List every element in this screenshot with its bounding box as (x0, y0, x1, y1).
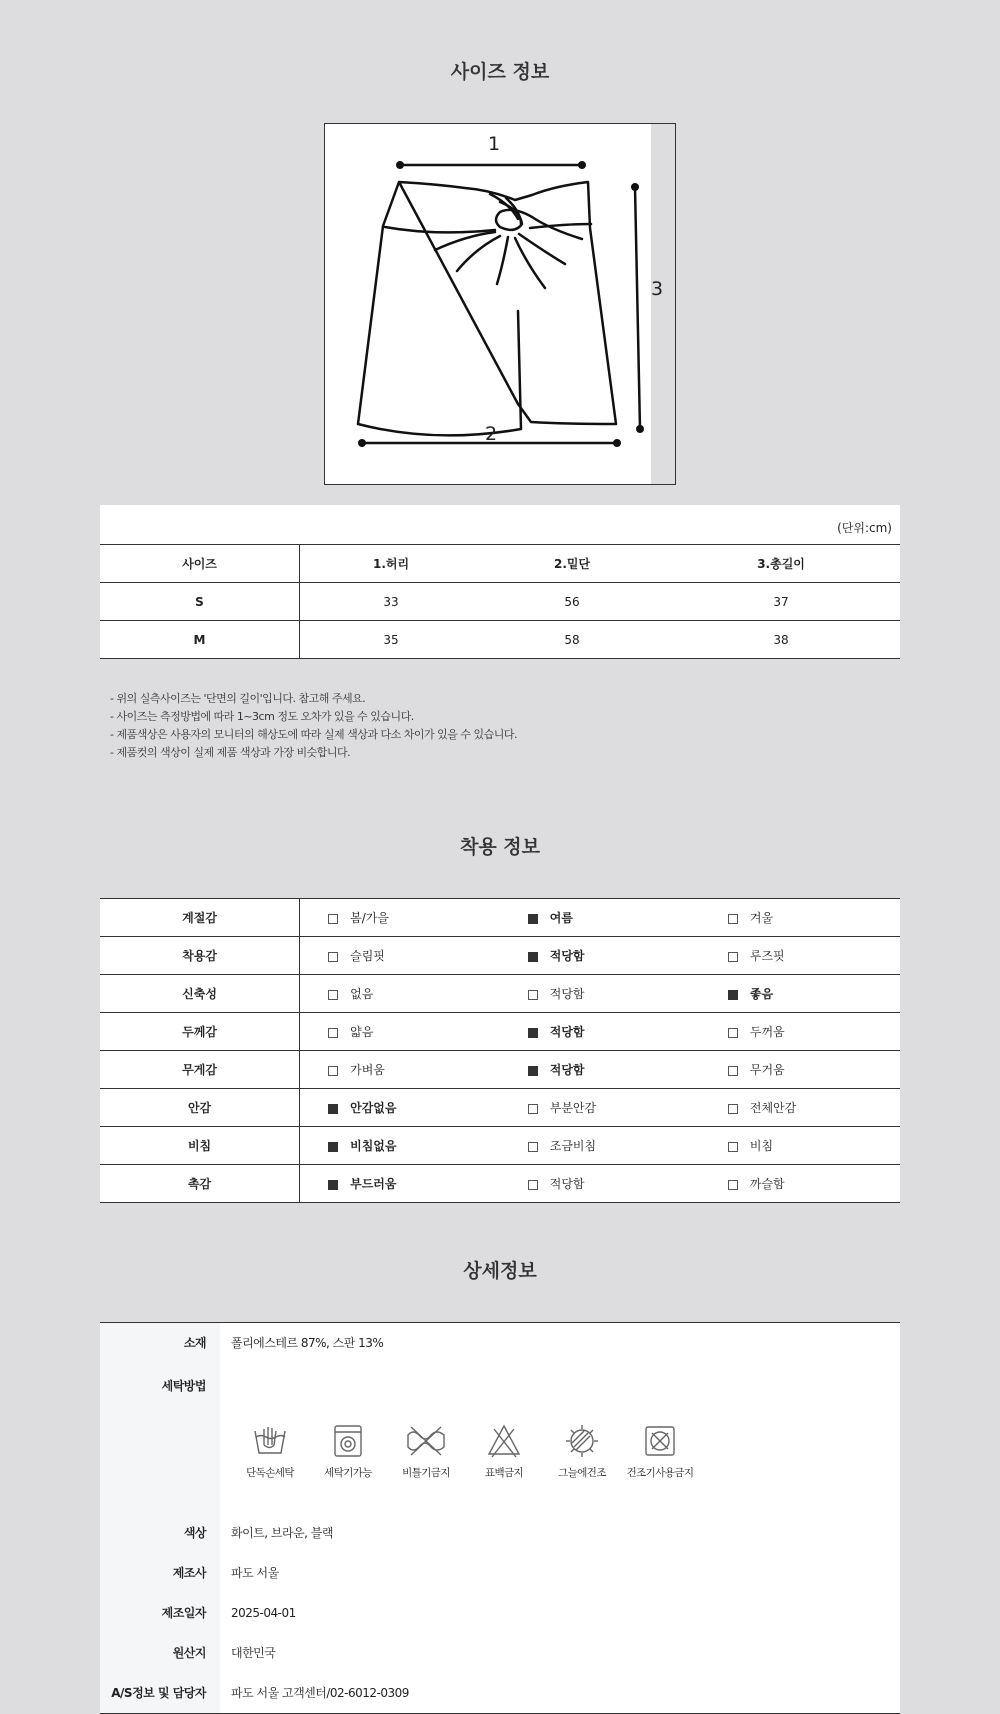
size-value-cell: 58 (482, 621, 662, 659)
wash-icons-cell (220, 1363, 900, 1513)
fit-option-label: 여름 (549, 911, 573, 925)
size-name-cell: S (100, 583, 300, 621)
fit-option (500, 1127, 700, 1165)
skirt-outline-drawing (325, 124, 676, 485)
checked-box-icon (328, 1142, 338, 1152)
wash-instruction (543, 1423, 621, 1480)
detail-row (100, 1633, 900, 1673)
wash-instruction (387, 1423, 465, 1480)
no-tumble-dry-icon (621, 1423, 699, 1459)
unchecked-box-icon (728, 1066, 738, 1076)
fit-option (300, 1089, 500, 1127)
unchecked-box-icon (728, 1028, 738, 1038)
wash-instruction-label: 세탁기가능 (324, 1467, 372, 1479)
fit-info-table (100, 898, 900, 1203)
unchecked-box-icon (328, 952, 338, 962)
fit-row-label: 착용감 (100, 937, 300, 975)
size-note: - 위의 실측사이즈는 '단면의 길이'입니다. 참고해 주세요. (110, 692, 366, 705)
fit-option-label: 안감없음 (350, 1101, 397, 1115)
detail-row (100, 1513, 900, 1553)
fit-option (700, 975, 900, 1013)
unchecked-box-icon (528, 1104, 538, 1114)
unchecked-box-icon (328, 990, 338, 1000)
fit-row (100, 1127, 900, 1165)
fit-option-label: 적당함 (549, 1025, 585, 1039)
waist-dimension-label: 1 (488, 133, 501, 155)
detail-info-table (100, 1322, 900, 1714)
unchecked-box-icon (728, 1104, 738, 1114)
fit-option (700, 1051, 900, 1089)
fit-row (100, 1165, 900, 1203)
size-table-container (100, 505, 900, 659)
wash-instruction-label: 그늘에건조 (558, 1467, 606, 1479)
material-value: 폴리에스테르 87%, 스판 13% (231, 1336, 384, 1350)
fit-option (300, 1165, 500, 1203)
detail-row-label: A/S정보 및 담당자 (100, 1673, 220, 1713)
fit-option-label: 적당함 (549, 1177, 585, 1191)
size-value-cell: 35 (300, 621, 483, 659)
fit-row (100, 975, 900, 1013)
fit-option (300, 899, 500, 937)
fit-option (500, 937, 700, 975)
size-note: - 제품색상은 사용자의 모니터의 해상도에 따라 실제 색상과 다소 차이가 있을 수 있습니다. (110, 728, 517, 741)
fit-option (700, 1127, 900, 1165)
size-value-cell: 37 (662, 583, 900, 621)
fit-option (500, 1013, 700, 1051)
fit-option (500, 975, 700, 1013)
detail-row-label: 제조사 (100, 1553, 220, 1593)
detail-row-label: 제조일자 (100, 1593, 220, 1633)
fit-row (100, 1089, 900, 1127)
fit-option (700, 937, 900, 975)
fit-option-label: 슬림핏 (350, 949, 385, 963)
fit-option (300, 1051, 500, 1089)
fit-option-label: 봄/가을 (350, 911, 389, 925)
fit-option-label: 루즈핏 (749, 949, 785, 963)
washing-machine-icon (309, 1423, 387, 1459)
detail-row-value: 파도 서울 (231, 1566, 279, 1580)
unchecked-box-icon (528, 990, 538, 1000)
size-header-cell: 사이즈 (100, 545, 300, 583)
fit-option-label: 부분안감 (549, 1101, 597, 1115)
detail-row-label: 원산지 (100, 1633, 220, 1673)
wash-instruction-label: 비틀기금지 (402, 1467, 450, 1479)
size-name-cell: M (100, 621, 300, 659)
size-value-cell: 33 (300, 583, 483, 621)
unchecked-box-icon (728, 1142, 738, 1152)
size-section-title: 사이즈 정보 (450, 61, 550, 83)
fit-option-label: 조금비침 (549, 1139, 597, 1153)
fit-row (100, 1051, 900, 1089)
checked-box-icon (528, 952, 538, 962)
fit-option (300, 975, 500, 1013)
size-table-row (100, 621, 900, 659)
fit-option-label: 좋음 (749, 987, 774, 1001)
detail-row (100, 1593, 900, 1633)
no-bleach-icon (465, 1423, 543, 1459)
shade-dry-icon (543, 1423, 621, 1459)
fit-option (700, 1089, 900, 1127)
fit-row-label: 비침 (100, 1127, 300, 1165)
fit-option-label: 적당함 (549, 949, 585, 963)
fit-option (500, 1089, 700, 1127)
fit-section-title: 착용 정보 (459, 836, 541, 858)
length-dimension-label: 3 (651, 278, 664, 300)
fit-option-label: 겨울 (749, 911, 774, 925)
wash-instruction-label: 표백금지 (484, 1467, 524, 1479)
fit-row (100, 937, 900, 975)
detail-row-value: 파도 서울 고객센터/02-6012-0309 (231, 1686, 409, 1700)
size-table (100, 545, 900, 659)
checked-box-icon (528, 1028, 538, 1038)
hem-dimension-label: 2 (485, 423, 498, 445)
checked-box-icon (328, 1104, 338, 1114)
fit-option-label: 적당함 (549, 1063, 585, 1077)
fit-row (100, 899, 900, 937)
fit-option (500, 1051, 700, 1089)
fit-option-label: 비침없음 (350, 1139, 397, 1153)
detail-row (100, 1553, 900, 1593)
checked-box-icon (528, 914, 538, 924)
wash-instruction (231, 1423, 309, 1480)
unchecked-box-icon (728, 914, 738, 924)
fit-option (300, 1013, 500, 1051)
fit-row-label: 신축성 (100, 975, 300, 1013)
fit-row-label: 무게감 (100, 1051, 300, 1089)
fit-row-label: 안감 (100, 1089, 300, 1127)
wash-instruction-label: 단독손세탁 (246, 1467, 294, 1479)
wash-icons (231, 1363, 900, 1480)
detail-row-value: 2025-04-01 (231, 1606, 296, 1620)
fit-option-label: 전체안감 (749, 1101, 797, 1115)
fit-row-label: 촉감 (100, 1165, 300, 1203)
fit-option (700, 1165, 900, 1203)
wash-instruction (465, 1423, 543, 1480)
unchecked-box-icon (528, 1180, 538, 1190)
unchecked-box-icon (328, 1066, 338, 1076)
fit-option-label: 부드러움 (350, 1177, 397, 1191)
detail-row-label: 색상 (100, 1513, 220, 1553)
fit-option-label: 가벼움 (350, 1063, 385, 1077)
fit-option-label: 적당함 (549, 987, 585, 1001)
checked-box-icon (728, 990, 738, 1000)
fit-option (500, 899, 700, 937)
unchecked-box-icon (328, 1028, 338, 1038)
skirt-size-diagram (324, 123, 676, 485)
size-value-cell: 56 (482, 583, 662, 621)
fit-option-label: 얇음 (350, 1025, 374, 1039)
fit-option-label: 까슬함 (749, 1177, 785, 1191)
size-header-cell: 3.총길이 (662, 545, 900, 583)
fit-option (700, 899, 900, 937)
unchecked-box-icon (728, 1180, 738, 1190)
hand-wash-icon (231, 1423, 309, 1459)
diagram-side-strip (651, 124, 675, 484)
size-note: - 사이즈는 측정방법에 따라 1~3cm 정도 오차가 있을 수 있습니다. (110, 710, 414, 723)
detail-row (100, 1673, 900, 1713)
wash-instruction (309, 1423, 387, 1480)
size-notes (110, 690, 517, 762)
fit-option-label: 비침 (749, 1139, 774, 1153)
fit-option (300, 937, 500, 975)
fit-option-label: 무거움 (749, 1063, 785, 1077)
size-header-cell: 2.밑단 (482, 545, 662, 583)
unit-label: (단위:cm) (100, 505, 900, 545)
fit-row-label: 두께감 (100, 1013, 300, 1051)
fit-row-label: 계절감 (100, 899, 300, 937)
detail-section-title: 상세정보 (463, 1260, 537, 1282)
unchecked-box-icon (528, 1142, 538, 1152)
fit-option-label: 없음 (350, 987, 374, 1001)
wash-row (100, 1363, 900, 1513)
fit-row (100, 1013, 900, 1051)
no-wring-icon (387, 1423, 465, 1459)
fit-option-label: 두꺼움 (749, 1025, 785, 1039)
size-value-cell: 38 (662, 621, 900, 659)
size-header-cell: 1.허리 (300, 545, 483, 583)
wash-label: 세탁방법 (100, 1363, 220, 1513)
size-table-header-row (100, 545, 900, 583)
size-note: - 제품컷의 색상이 실제 제품 색상과 가장 비슷합니다. (110, 746, 351, 759)
material-label: 소재 (100, 1323, 220, 1363)
detail-rows (100, 1513, 900, 1713)
fit-option (300, 1127, 500, 1165)
detail-row-value: 화이트, 브라운, 블랙 (231, 1526, 333, 1540)
material-row (100, 1323, 900, 1363)
unchecked-box-icon (728, 952, 738, 962)
checked-box-icon (328, 1180, 338, 1190)
wash-instruction (621, 1423, 699, 1480)
wash-instruction-label: 건조기사용금지 (626, 1467, 694, 1479)
fit-option (700, 1013, 900, 1051)
checked-box-icon (528, 1066, 538, 1076)
detail-row-value: 대한민국 (231, 1646, 276, 1660)
size-table-row (100, 583, 900, 621)
fit-option (500, 1165, 700, 1203)
unchecked-box-icon (328, 914, 338, 924)
